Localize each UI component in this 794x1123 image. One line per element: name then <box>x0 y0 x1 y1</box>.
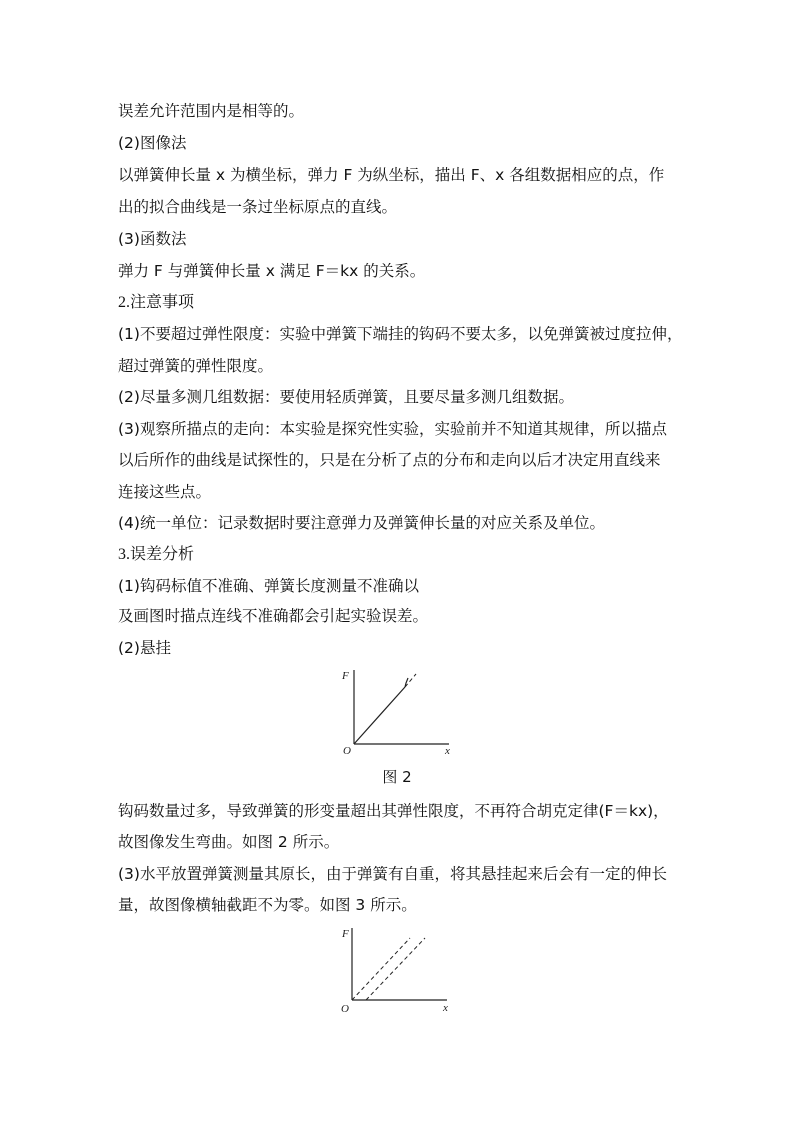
origin-label: O <box>343 745 351 757</box>
section-heading: 2.注意事项 <box>118 294 195 311</box>
text-line: 以弹簧伸长量 x 为横坐标，弹力 F 为纵坐标，描出 F、x 各组数据相应的点，作 <box>118 166 665 184</box>
text-line: (2)悬挂 <box>118 639 171 657</box>
text-line: 连接这些点。 <box>118 483 212 501</box>
text-line: (3)函数法 <box>118 230 187 248</box>
fit-line <box>354 687 405 744</box>
text-line: 超过弹簧的弹性限度。 <box>118 357 274 375</box>
text-line: (3)水平放置弹簧测量其原长，由于弹簧有自重，将其悬挂起来后会有一定的伸长 <box>118 865 667 883</box>
x-axis-label: x <box>445 745 450 757</box>
text-line: (2)尽量多测几组数据：要使用轻质弹簧，且要尽量多测几组数据。 <box>118 388 574 406</box>
text-line: 误差允许范围内是相等的。 <box>118 102 305 120</box>
origin-label: O <box>341 1003 349 1015</box>
text-line: 故图像发生弯曲。如图 2 所示。 <box>118 833 340 851</box>
y-axis-label: F <box>342 670 349 682</box>
text-line: (4)统一单位：记录数据时要注意弹力及弹簧伸长量的对应关系及单位。 <box>118 514 605 532</box>
text-line: (2)图像法 <box>118 134 187 152</box>
section-heading: 3.误差分析 <box>118 546 195 563</box>
text-line: 及画图时描点连线不准确都会引起实验误差。 <box>118 607 429 625</box>
text-line: (3)观察所描点的走向：本实验是探究性实验，实验前并不知道其规律，所以描点 <box>118 420 667 438</box>
offset-dashed-line <box>366 938 425 1000</box>
y-axis-label: F <box>342 928 349 940</box>
figure-2-graph <box>335 664 465 760</box>
text-line: 弹力 F 与弹簧伸长量 x 满足 F＝kx 的关系。 <box>118 262 426 280</box>
text-line: 钩码数量过多，导致弹簧的形变量超出其弹性限度，不再符合胡克定律(F＝kx)， <box>118 802 669 820</box>
ideal-dashed-line <box>352 938 410 1000</box>
figure-3-graph <box>330 924 460 1020</box>
text-line: (1)钩码标值不准确、弹簧长度测量不准确以 <box>118 577 419 595</box>
text-line: (1)不要超过弹性限度：实验中弹簧下端挂的钩码不要太多，以免弹簧被过度拉伸， <box>118 325 683 343</box>
text-line: 量，故图像横轴截距不为零。如图 3 所示。 <box>118 896 417 914</box>
text-line: 以后所作的曲线是试探性的，只是在分析了点的分布和走向以后才决定用直线来 <box>118 451 661 469</box>
figure-2-caption: 图 2 <box>382 768 412 786</box>
text-line: 出的拟合曲线是一条过坐标原点的直线。 <box>118 198 398 216</box>
x-axis-label: x <box>443 1002 448 1014</box>
